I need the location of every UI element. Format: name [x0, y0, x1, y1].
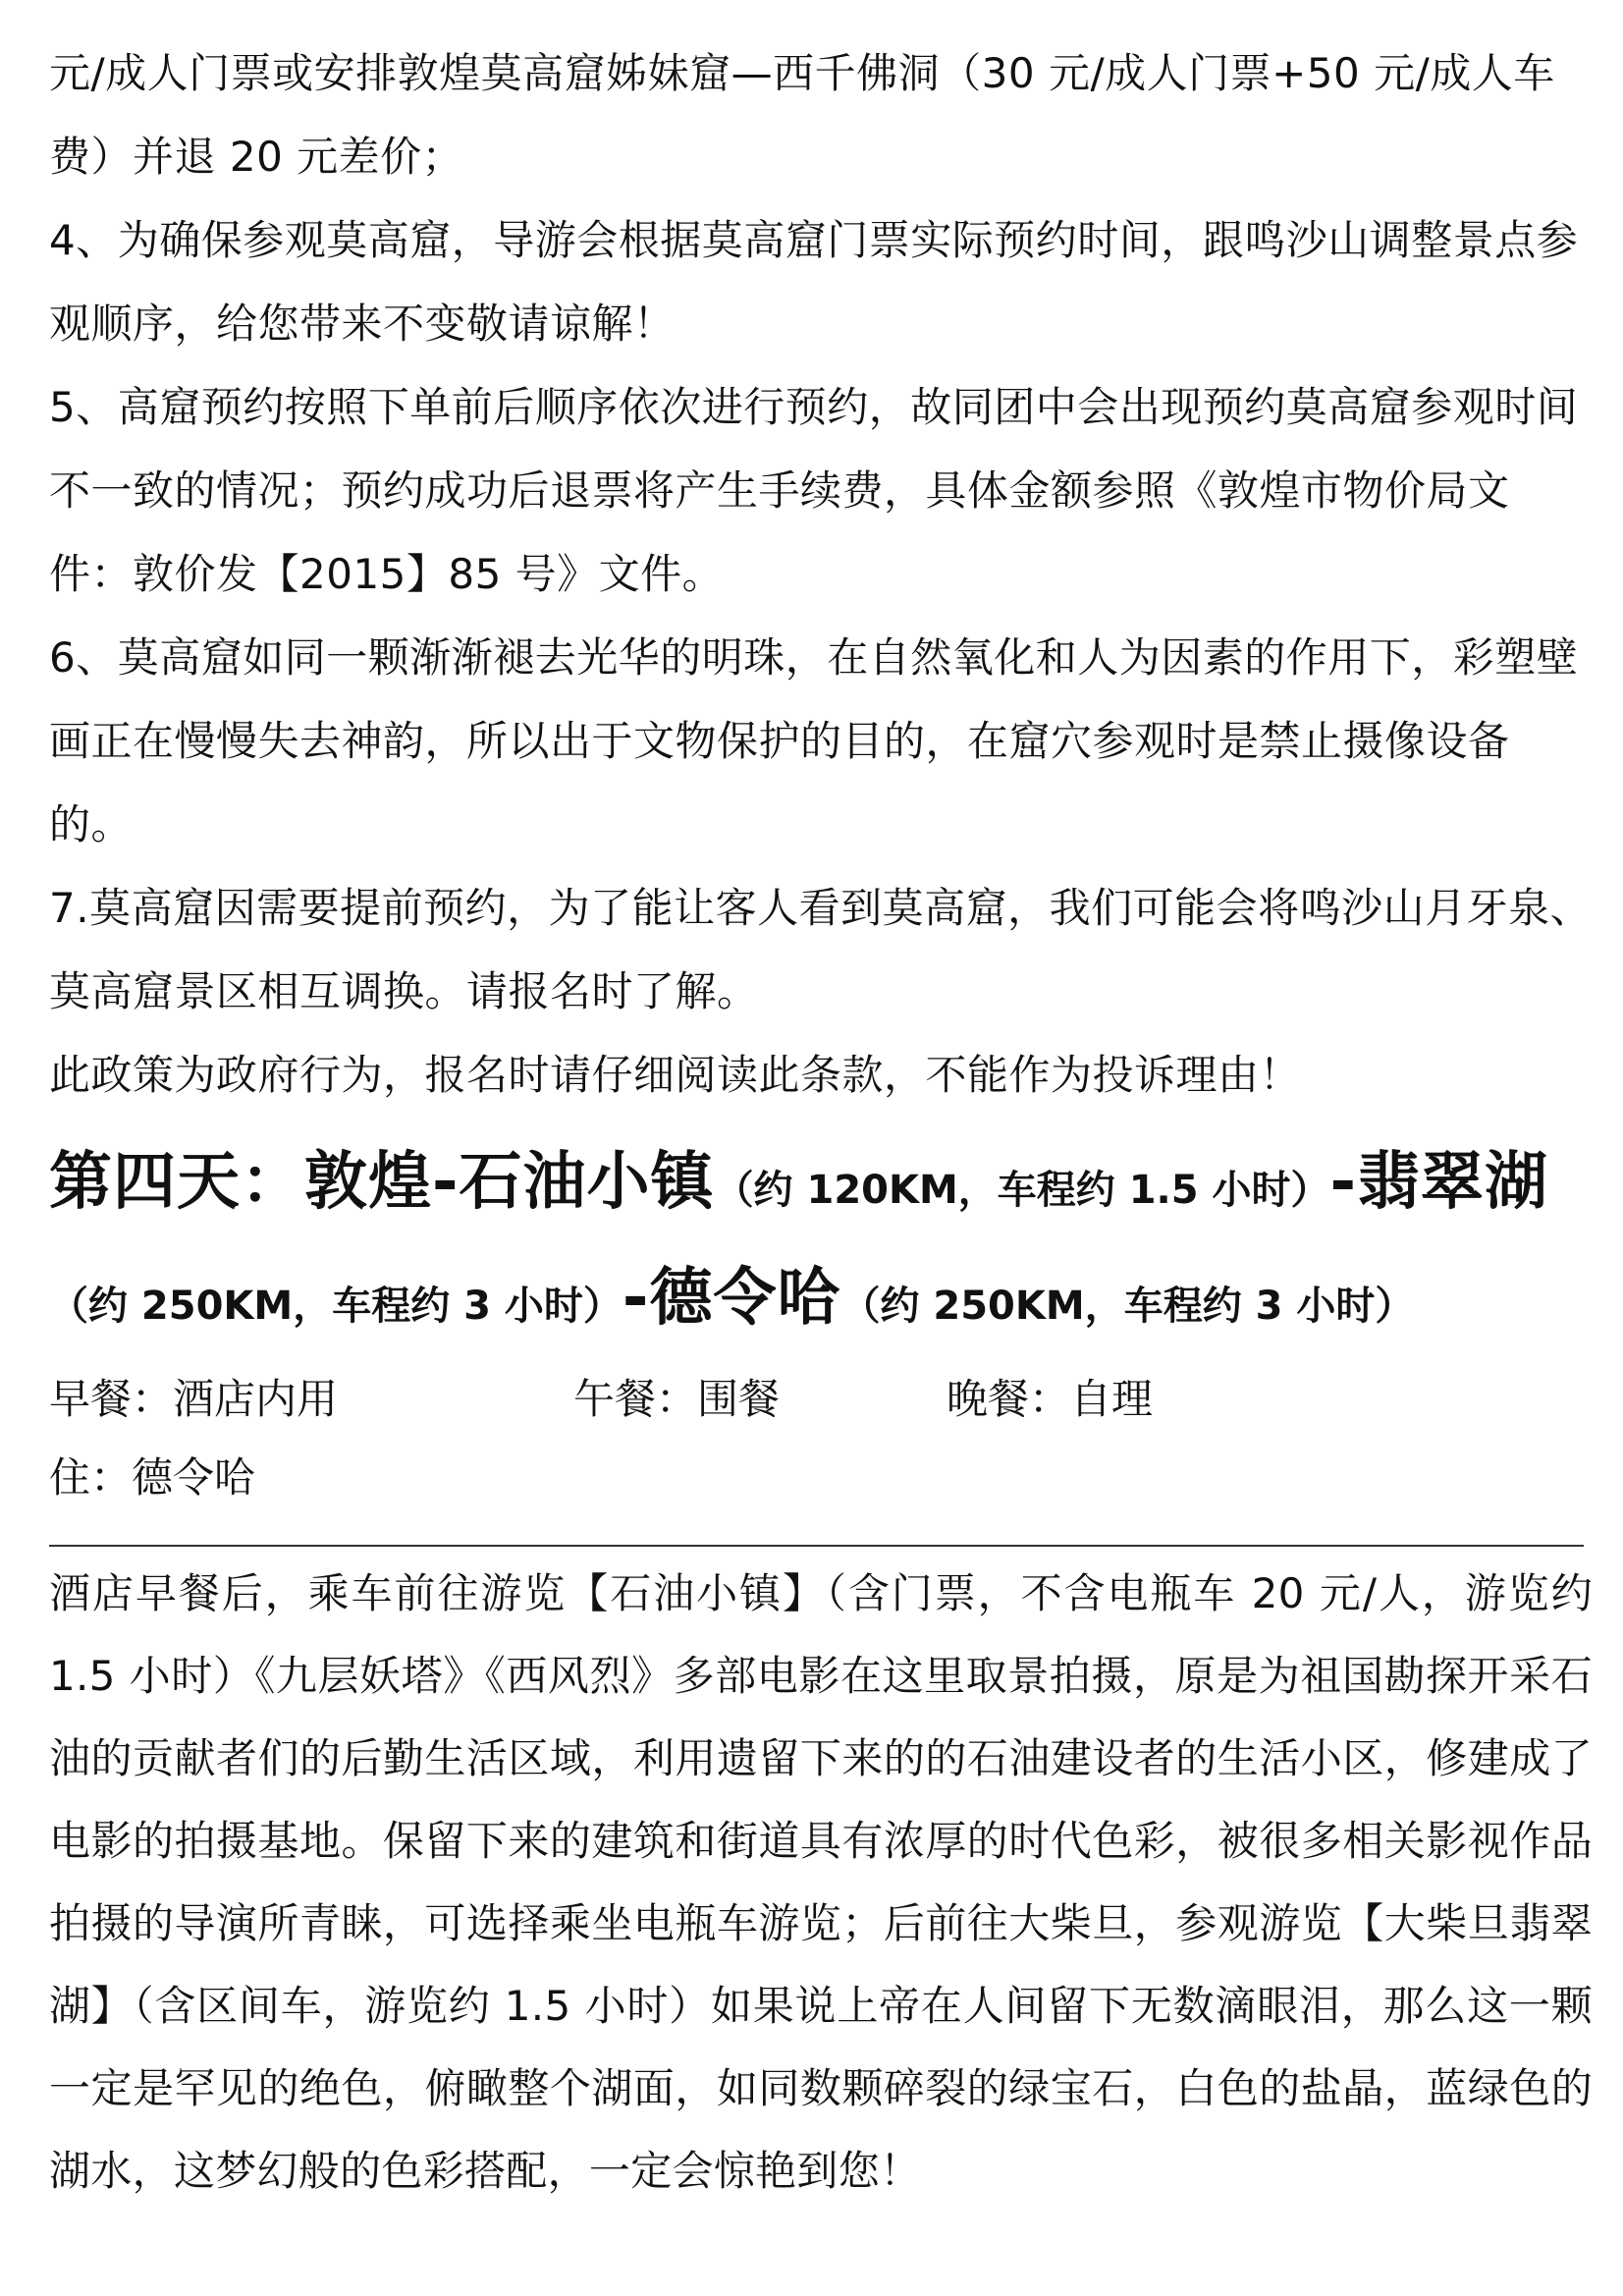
dinner-info: 晚餐：自理: [947, 1375, 1154, 1423]
policy-note: 此政策为政府行为，报名时请仔细阅读此条款，不能作为投诉理由！: [49, 1051, 1302, 1099]
day4-distance-2: （约 250KM，车程约 3 小时）: [49, 1284, 622, 1329]
breakfast-info: 早餐：酒店内用: [49, 1375, 339, 1423]
note-item-6: 6、莫高窟如同一颗渐渐褪去光华的明珠，在自然氧化和人为因素的作用下，彩塑壁画正在慢慢失去神韵，所以出于文物保护的目的，在窟穴参观时是禁止摄像设备的。: [49, 633, 1579, 848]
note-item-4: 4、为确保参观莫高窟，导游会根据莫高窟门票实际预约时间，跟鸣沙山调整景点参观顺序，给您带来不变敬请谅解！: [49, 216, 1579, 348]
day4-heading: [49, 1124, 1593, 1356]
day4-distance-3: （约 250KM，车程约 3 小时）: [840, 1284, 1415, 1329]
note-item-5: 5、高窟预约按照下单前后顺序依次进行预约，故同团中会出现预约莫高窟参观时间不一致的情况；预约成功后退票将产生手续费，具体金额参照《敦煌市物价局文件：敦价发【2015】85 号》文件。: [49, 383, 1579, 598]
document-page: [49, 0, 1593, 2213]
day4-distance-1: （约 120KM，车程约 1.5 小时）: [714, 1168, 1330, 1213]
lunch-info: 午餐：围餐: [573, 1375, 781, 1423]
day4-title-part1: 第四天：敦煌-石油小镇: [49, 1146, 715, 1219]
accommodation-info: 住：德令哈: [49, 1453, 256, 1502]
day4-description: 酒店早餐后，乘车前往游览【石油小镇】（含门票，不含电瓶车 20 元/人，游览约 1.5 小时）《九层妖塔》《西风烈》多部电影在这里取景拍摄，原是为祖国勘探开采石油的贡献者们的后勤生活区域，利用遗留下来的的石油建设者的生活小区，修建成了电影的拍摄基地。保留下来的建筑和街道具有浓厚的时代色彩，被很多相关影视作品拍摄的导演所青睐，可选择乘坐电瓶车游览；后前往大柴旦，参观游览【大柴旦翡翠湖】（含区间车，游览约 1.5 小时）如果说上帝在人间留下无数滴眼泪，那么这一颗一定是罕见的绝色，俯瞰整个湖面，如同数颗碎裂的绿宝石，白色的盐晶，蓝绿色的湖水，这梦幻般的色彩搭配，一定会惊艳到您！: [49, 1569, 1593, 2195]
day4-meals: [49, 1360, 1593, 1439]
day4-title-part2: -翡翠湖: [1329, 1146, 1549, 1219]
day4-title-part3: -德令哈: [622, 1262, 841, 1335]
note-item-7: 7.莫高窟因需要提前预约，为了能让客人看到莫高窟，我们可能会将鸣沙山月牙泉、莫高窟景区相互调换。请报名时了解。: [49, 884, 1593, 1015]
section-divider: [49, 1545, 1584, 1547]
notes-continuation: 元/成人门票或安排敦煌莫高窟姊妹窟—西千佛洞（30 元/成人门票+50 元/成人车费）并退 20 元差价；: [49, 49, 1555, 181]
